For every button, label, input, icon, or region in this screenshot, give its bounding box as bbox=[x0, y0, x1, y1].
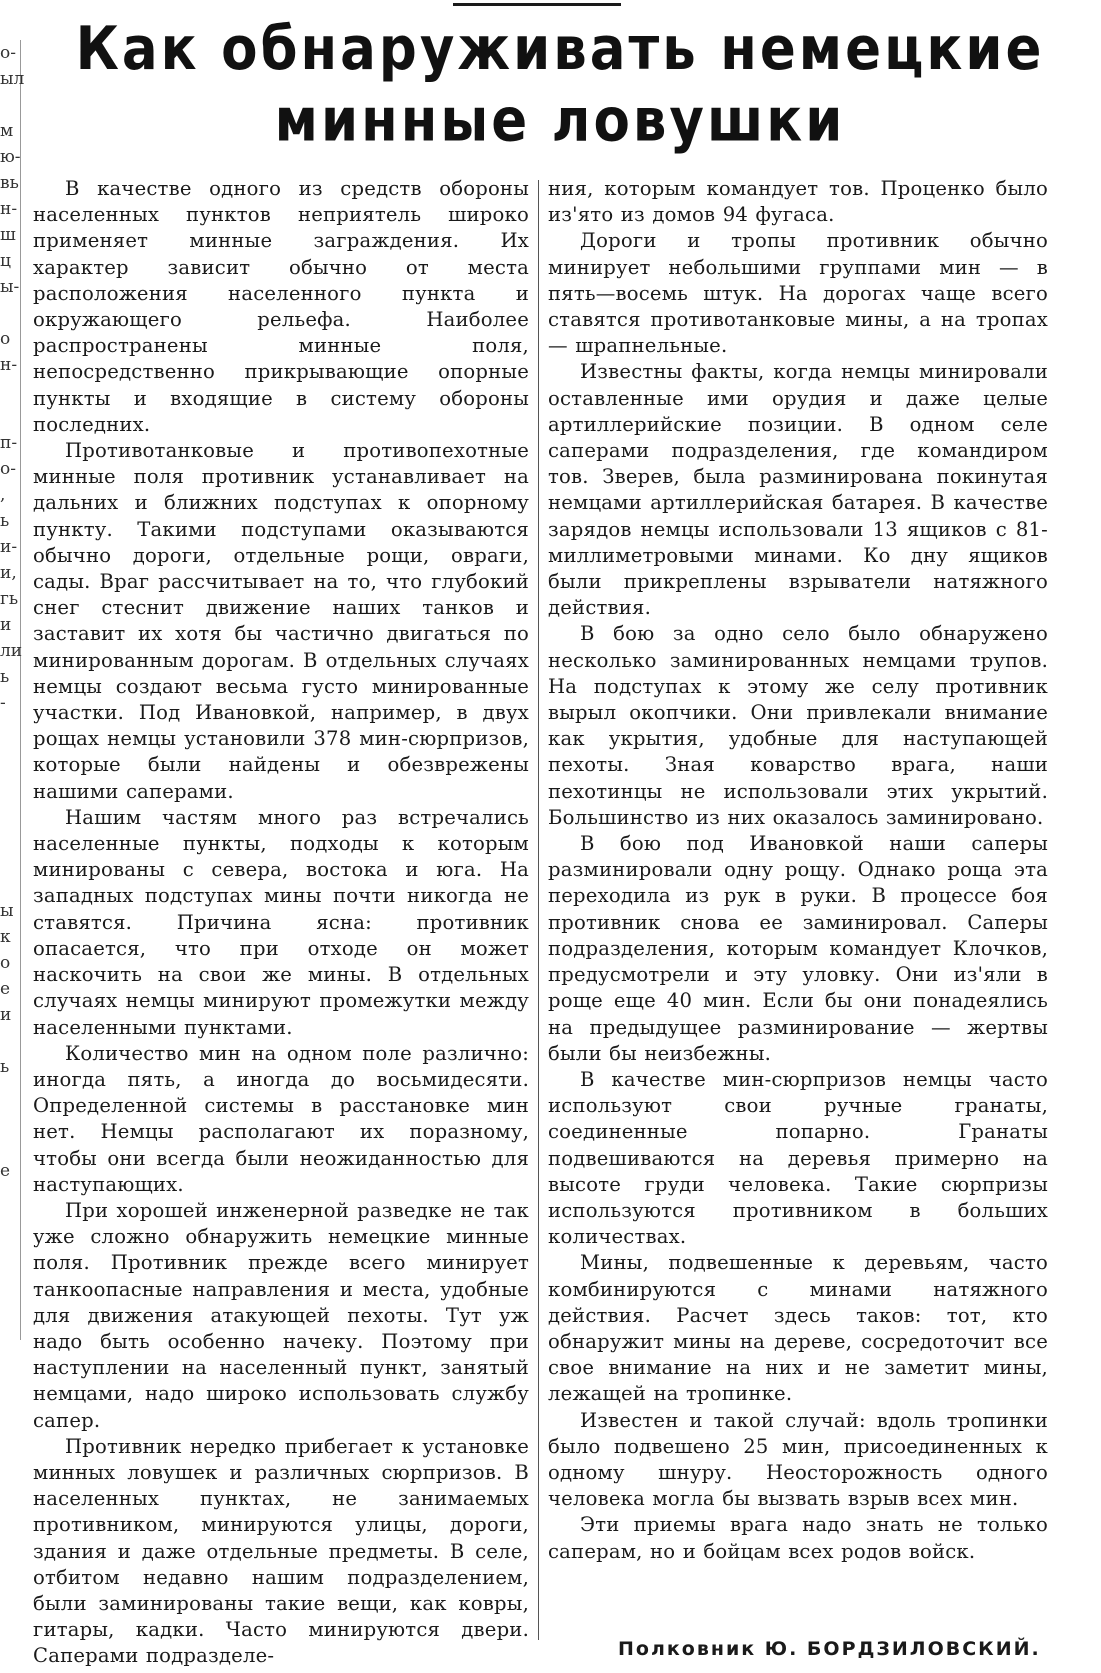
paragraph: Дороги и тропы противник обычно минирует небольшими группами мин — в пять—восемь штук. На дорогах чаще всего ставятся противотанковые мины, а на тропах — шрапнельные. bbox=[548, 229, 1048, 358]
margin-fragment bbox=[0, 404, 20, 430]
margin-fragment bbox=[0, 794, 20, 820]
paragraph: Количество мин на одном поле различно: иногда пять, а иногда до восьмидесяти. Определенной системы в расстановке мин нет. Немцы располагают их поразному, чтобы они всегда были неожиданностью для наступающих. bbox=[33, 1041, 529, 1196]
headline-line-2: минные ловушки bbox=[274, 86, 846, 156]
margin-fragment: ыл bbox=[0, 69, 25, 89]
paragraph: В бою за одно село было обнаружено несколько заминированных немцами трупов. На подступах к этому же селу противник вырыл окопчики. Они привлекали внимание как укрытия, удобные для наступающей пехоты. Зная коварство врага, наши пехотинцы не использовали этих укрытий. Большинство из них оказалось заминировано. bbox=[548, 622, 1048, 829]
margin-fragment: гь bbox=[0, 589, 19, 609]
margin-fragment: , bbox=[0, 485, 6, 505]
right-column bbox=[548, 176, 1048, 1565]
margin-fragment: ы bbox=[0, 901, 14, 921]
paragraph: При хорошей инженерной разведке не так уже сложно обнаружить немецкие минные поля. Противник прежде всего минирует танкоопасные направления и места, удобные для движения атакующей пехоты. Тут уж надо быть особенно начеку. Поэтому при наступлении на населенный пункт, занятый немцами, надо широко использовать службу сапер. bbox=[33, 1198, 529, 1432]
paragraph: Противотанковые и противопехотные минные поля противник устанавливает на дальних и ближних подступах к опорному пункту. Такими подступами оказываются обычно дороги, отдельные рощи, овраги, сады. Враг рассчитывает на то, что глубокий снег стеснит движение наших танков и заставит их хотя бы частично двигаться по минированным дорогам. В отдельных случаях немцы создают весьма густо минированные участки. Под Ивановкой, например, в двух рощах немцы установили 378 мин-сюрпризов, которые были найдены и обезврежены нашими саперами. bbox=[33, 439, 529, 803]
author-signature: Полковник Ю. БОРДЗИЛОВСКИЙ. bbox=[618, 1638, 1041, 1660]
margin-fragment bbox=[0, 742, 20, 768]
paragraph: В качестве мин-сюрпризов немцы часто используют свои ручные гранаты, соединенные попарно. Гранаты подвешиваются на деревья примерно на высоте груди человека. Такие сюрпризы используются противником в больших количествах. bbox=[548, 1067, 1048, 1249]
margin-fragment: ш bbox=[0, 225, 16, 245]
left-column bbox=[33, 176, 529, 1670]
margin-fragment: к bbox=[0, 927, 11, 947]
margin-fragment: о- bbox=[0, 459, 16, 479]
margin-fragment: - bbox=[0, 693, 6, 713]
margin-fragment bbox=[0, 92, 20, 118]
margin-fragment bbox=[0, 300, 20, 326]
margin-fragment: п- bbox=[0, 433, 18, 453]
margin-fragment: ь bbox=[0, 511, 10, 531]
paragraph: Мины, подвешенные к деревьям, часто комбинируются с минами натяжного действия. Расчет здесь таков: тот, кто обнаружит мины на дереве, сосредоточит все свое внимание на них и не заметит мины, лежащей на тропинке. bbox=[548, 1251, 1048, 1406]
margin-fragment: ы- bbox=[0, 277, 20, 297]
margin-fragment: и bbox=[0, 615, 12, 635]
margin-fragment: ь bbox=[0, 1057, 10, 1077]
margin-fragment: е bbox=[0, 1161, 11, 1181]
adjacent-column-fragment bbox=[0, 40, 25, 1340]
margin-fragment: м bbox=[0, 121, 14, 141]
margin-fragment bbox=[0, 1028, 20, 1054]
margin-fragment bbox=[0, 872, 20, 898]
margin-fragment bbox=[0, 378, 20, 404]
margin-fragment: о bbox=[0, 953, 11, 973]
paragraph: В качестве одного из средств обороны населенных пунктов неприятель широко применяет минные заграждения. Их характер зависит обычно от места расположения населенного пункта и окружающего рельефа. Наиболее распространены минные поля, непосредственно прикрывающие опорные пункты и входящие в систему обороны последних. bbox=[33, 177, 529, 436]
top-rule bbox=[453, 3, 621, 6]
paragraph: Эти приемы врага надо знать не только саперам, но и бойцам всех родов войск. bbox=[548, 1513, 1048, 1563]
margin-fragment bbox=[0, 1106, 20, 1132]
column-divider bbox=[538, 180, 539, 1640]
margin-fragment: н- bbox=[0, 199, 18, 219]
margin-fragment: е bbox=[0, 979, 11, 999]
margin-fragment: и, bbox=[0, 563, 17, 583]
paragraph: Известен и такой случай: вдоль тропинки было подвешено 25 мин, присоединенных к одному шнуру. Неосторожность одного человека могла бы вызвать взрыв всех мин. bbox=[548, 1408, 1048, 1511]
headline-line-1: Как обнаруживать немецкие bbox=[75, 15, 1045, 84]
margin-fragment bbox=[0, 846, 20, 872]
margin-fragment bbox=[0, 1080, 20, 1106]
margin-fragment: н- bbox=[0, 355, 18, 375]
margin-fragment: и bbox=[0, 1005, 12, 1025]
margin-fragment: о- bbox=[0, 43, 16, 63]
margin-fragment bbox=[0, 768, 20, 794]
paragraph: Нашим частям много раз встречались населенные пункты, подходы к которым минированы с севера, востока и юга. На западных подступах мины почти никогда не ставятся. Причина ясна: противник опасается, что при отходе он может наскочить на свои же мины. В отдельных случаях немцы минируют промежутки между населенными пунктами. bbox=[33, 805, 529, 1039]
paragraph: ния, которым командует тов. Проценко было из'ято из домов 94 фугаса. bbox=[548, 177, 1048, 227]
margin-fragment bbox=[0, 820, 20, 846]
paragraph: Известны факты, когда немцы минировали оставленные ими орудия и даже целые артиллерийские позиции. В одном селе саперами подразделения, где командиром тов. Зверев, была разминирована покинутая немцами артиллерийская батарея. В качестве зарядов немцы использовали 13 ящиков с 81-миллиметровыми минами. Ко дну ящиков были прикреплены взрыватели натяжного действия. bbox=[548, 360, 1048, 620]
margin-fragment: и- bbox=[0, 537, 18, 557]
margin-fragment: ю- bbox=[0, 147, 21, 167]
margin-fragment bbox=[0, 1132, 20, 1158]
headline bbox=[40, 14, 1080, 157]
margin-fragment: ли bbox=[0, 641, 23, 661]
margin-fragment: вь bbox=[0, 173, 19, 193]
margin-fragment: ц bbox=[0, 251, 11, 271]
margin-fragment: ь bbox=[0, 667, 10, 687]
margin-fragment: о bbox=[0, 329, 11, 349]
margin-fragment bbox=[0, 716, 20, 742]
paragraph: В бою под Ивановкой наши саперы разминировали одну рощу. Однако роща эта переходила из рук в руки. В процессе боя противник снова ее заминировал. Саперы подразделения, которым командует Клочков, предусмотрели и эту уловку. Они из'яли в роще еще 40 мин. Если бы они понадеялись на предыдущее разминирование — жертвы были бы неизбежны. bbox=[548, 832, 1048, 1065]
paragraph: Противник нередко прибегает к установке минных ловушек и различных сюрпризов. В населенных пунктах, не занимаемых противником, минируются улицы, дороги, здания и даже отдельные предметы. В селе, отбитом недавно нашим подразделением, были заминированы такие вещи, как ковры, гитары, кадки. Часто минируются двери. Саперами подразделе- bbox=[33, 1434, 529, 1668]
